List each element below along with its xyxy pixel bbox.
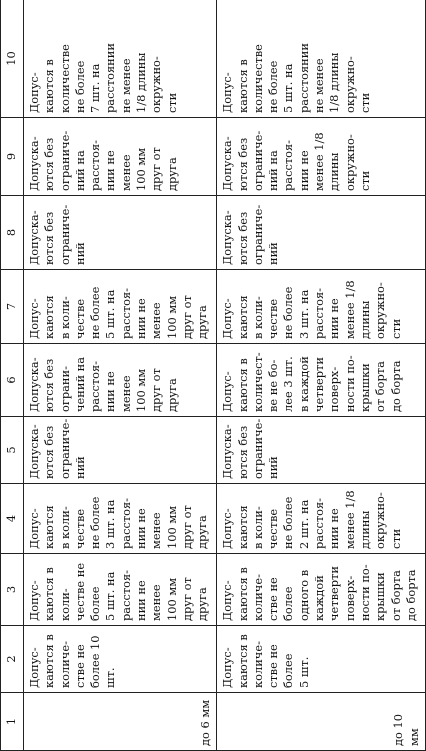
table-cell: Допус- каются в количе- стве не более 10 шт. [24, 626, 217, 693]
table-cell: Допуска- ются без ограниче- ний [217, 196, 426, 270]
column-number: 9 [1, 118, 24, 196]
table-cell: Допус- каются в количе- стве не более 5 шт. [217, 626, 426, 693]
table-cell: Допус- каются в количе- стве не более одного в каждой четверти поверх- ности по- крышки от борта до борта [217, 554, 426, 626]
column-number: 8 [1, 196, 24, 270]
column-number: 6 [1, 344, 24, 417]
table-cell: Допус- каются в коли- честве не более 2 шт. на расстоя- нии не менее 1/8 длины окружно- сти [217, 484, 426, 554]
column-number: 4 [1, 484, 24, 554]
column-number: 2 [1, 626, 24, 693]
column-number: 10 [1, 0, 24, 118]
column-number: 5 [1, 417, 24, 484]
table-cell: Допуска- ются без ограниче- ний [24, 196, 217, 270]
table-row [24, 0, 217, 751]
table-cell: Допус- каются в количестве не более 7 шт. на расстоянии не менее 1/8 длины окружно- сти [24, 0, 217, 118]
header-row [1, 0, 24, 751]
table-cell: Допус- каются в коли- честве не более 3 шт. на расстоя- нии не менее 100 мм друг от друга [24, 484, 217, 554]
table-cell: Допус- каются в коли- честве не более 5 шт. на расстоя- нии не менее 100 мм друг от друга [24, 270, 217, 344]
table-cell: Допуска- ются без ограниче- ний на расстоя- нии не менее 100 мм друг от друга [24, 118, 217, 196]
table-cell: Допус- каются в коли- честве не более 5 шт. на расстоя- нии не менее 100 мм друг от друга [24, 554, 217, 626]
row-label-size: до 6 мм [24, 693, 217, 751]
table-cell: Допуска- ются без ограниче- ний [217, 417, 426, 484]
table-cell: Допуска- ются без ограни- чений на расстоя- нии не менее 100 мм друг от друга [24, 344, 217, 417]
row-label-size: до 10 мм [217, 693, 426, 751]
column-number: 1 [1, 693, 24, 751]
table-cell: Допус- каются в количест- ве не бо- лее 3 шт. в каждой четверти поверх- ности по- крышки от борта до борта [217, 344, 426, 417]
column-number: 3 [1, 554, 24, 626]
column-number: 7 [1, 270, 24, 344]
table-cell: Допуска- ются без ограниче- ний [24, 417, 217, 484]
table-cell: Допус- каются в коли- честве не более 3 шт. на расстоя- нии не менее 1/8 длины окружно- сти [217, 270, 426, 344]
table-row [217, 0, 426, 751]
table-cell: Допуска- ются без ограниче- ний на расстоя- нии не менее 1/8 длины окружно- сти [217, 118, 426, 196]
table-cell: Допус- каются в количестве не более 5 шт. на расстоянии не менее 1/8 длины окружно- сти [217, 0, 426, 118]
